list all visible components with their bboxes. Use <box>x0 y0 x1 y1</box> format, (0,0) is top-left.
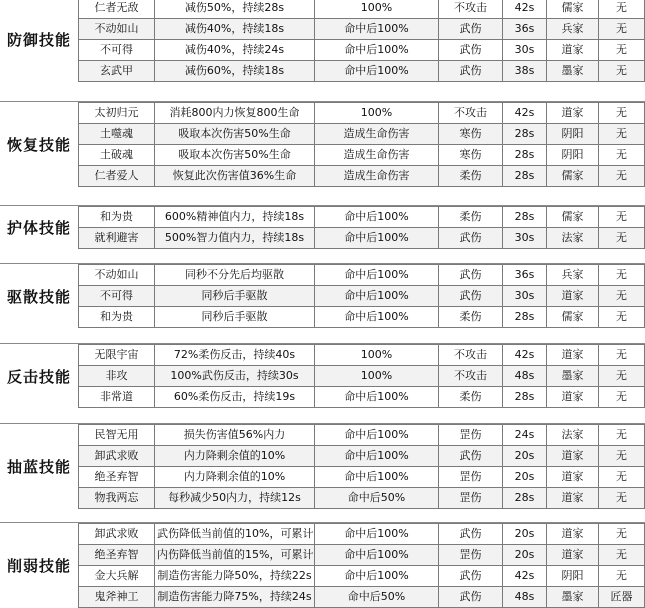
table-row <box>79 307 645 328</box>
skill-name: 不可得 <box>79 40 155 61</box>
table-row <box>79 345 645 366</box>
skill-name: 土破魂 <box>79 145 155 166</box>
cooldown: 28s <box>503 124 547 145</box>
cooldown: 28s <box>503 166 547 187</box>
requirement: 无 <box>599 124 645 145</box>
school: 道家 <box>547 345 599 366</box>
skill-name: 卸武求败 <box>79 524 155 545</box>
table-row <box>79 488 645 509</box>
damage-type: 不攻击 <box>439 0 503 19</box>
hit-condition: 造成生命伤害 <box>315 145 439 166</box>
hit-condition: 命中后100% <box>315 307 439 328</box>
skill-effect: 制造伤害能力降50%，持续22s <box>155 566 315 587</box>
requirement: 匠器 <box>599 587 645 608</box>
table-row <box>79 587 645 608</box>
skill-name: 不可得 <box>79 286 155 307</box>
skill-effect: 同秒不分先后均驱散 <box>155 265 315 286</box>
category-label: 抽蓝技能 <box>6 458 71 476</box>
hit-condition: 命中后100% <box>315 446 439 467</box>
damage-type: 柔伤 <box>439 207 503 228</box>
cooldown: 28s <box>503 307 547 328</box>
hit-condition: 命中后100% <box>315 207 439 228</box>
hit-condition: 100% <box>315 0 439 19</box>
damage-type: 不攻击 <box>439 366 503 387</box>
cooldown: 36s <box>503 19 547 40</box>
skill-effect: 减伤60%，持续18s <box>155 61 315 82</box>
skill-effect: 减伤40%，持续24s <box>155 40 315 61</box>
cooldown: 38s <box>503 61 547 82</box>
hit-condition: 100% <box>315 103 439 124</box>
damage-type: 寒伤 <box>439 145 503 166</box>
skill-group <box>0 523 645 608</box>
cooldown: 42s <box>503 566 547 587</box>
school: 兵家 <box>547 265 599 286</box>
school: 道家 <box>547 446 599 467</box>
skill-name: 和为贵 <box>79 207 155 228</box>
damage-type: 武伤 <box>439 286 503 307</box>
skill-effect: 消耗800内力恢复800生命 <box>155 103 315 124</box>
hit-condition: 命中后100% <box>315 265 439 286</box>
table-row <box>79 265 645 286</box>
cooldown: 42s <box>503 0 547 19</box>
requirement: 无 <box>599 61 645 82</box>
school: 阴阳 <box>547 566 599 587</box>
hit-condition: 命中后100% <box>315 228 439 249</box>
table-row <box>79 166 645 187</box>
skill-effect: 内力降剩余值的10% <box>155 446 315 467</box>
school: 儒家 <box>547 0 599 19</box>
skill-rows <box>78 102 645 187</box>
skill-name: 土噬魂 <box>79 124 155 145</box>
school: 道家 <box>547 524 599 545</box>
skill-rows <box>78 523 645 608</box>
school: 道家 <box>547 387 599 408</box>
damage-type: 寒伤 <box>439 124 503 145</box>
damage-type: 武伤 <box>439 587 503 608</box>
requirement: 无 <box>599 207 645 228</box>
cooldown: 48s <box>503 587 547 608</box>
school: 法家 <box>547 228 599 249</box>
cooldown: 30s <box>503 286 547 307</box>
hit-condition: 命中后100% <box>315 545 439 566</box>
hit-condition: 命中后100% <box>315 286 439 307</box>
school: 墨家 <box>547 587 599 608</box>
requirement: 无 <box>599 446 645 467</box>
skill-effect: 减伤50%，持续28s <box>155 0 315 19</box>
damage-type: 罡伤 <box>439 488 503 509</box>
cooldown: 28s <box>503 145 547 166</box>
table-row <box>79 228 645 249</box>
skill-group <box>0 206 645 249</box>
hit-condition: 造成生命伤害 <box>315 124 439 145</box>
category-label: 防御技能 <box>6 31 71 49</box>
requirement: 无 <box>599 524 645 545</box>
requirement: 无 <box>599 366 645 387</box>
damage-type: 不攻击 <box>439 103 503 124</box>
damage-type: 武伤 <box>439 19 503 40</box>
skill-rows <box>78 344 645 408</box>
skill-name: 就利避害 <box>79 228 155 249</box>
skill-effect: 500%智力值内力，持续18s <box>155 228 315 249</box>
skill-name: 太初归元 <box>79 103 155 124</box>
category-label: 恢复技能 <box>6 136 71 154</box>
damage-type: 武伤 <box>439 40 503 61</box>
school: 阴阳 <box>547 124 599 145</box>
school: 道家 <box>547 40 599 61</box>
cooldown: 24s <box>503 425 547 446</box>
damage-type: 武伤 <box>439 446 503 467</box>
school: 儒家 <box>547 166 599 187</box>
skill-effect: 恢复此次伤害值36%生命 <box>155 166 315 187</box>
cooldown: 30s <box>503 228 547 249</box>
category-label: 削弱技能 <box>6 557 71 575</box>
table-row <box>79 145 645 166</box>
table-row <box>79 207 645 228</box>
cooldown: 20s <box>503 545 547 566</box>
damage-type: 武伤 <box>439 61 503 82</box>
skill-effect: 武伤降低当前值的10%，可累计 <box>155 524 315 545</box>
cooldown: 42s <box>503 345 547 366</box>
skill-effect: 100%武伤反击，持续30s <box>155 366 315 387</box>
skill-effect: 吸取本次伤害50%生命 <box>155 145 315 166</box>
school: 儒家 <box>547 307 599 328</box>
skill-name: 仁者爱人 <box>79 166 155 187</box>
skill-rows <box>78 206 645 249</box>
requirement: 无 <box>599 0 645 19</box>
table-row <box>79 61 645 82</box>
requirement: 无 <box>599 40 645 61</box>
damage-type: 武伤 <box>439 228 503 249</box>
school: 法家 <box>547 425 599 446</box>
cooldown: 30s <box>503 40 547 61</box>
table-row <box>79 425 645 446</box>
requirement: 无 <box>599 387 645 408</box>
table-row <box>79 103 645 124</box>
requirement: 无 <box>599 19 645 40</box>
skill-effect: 每秒减少50内力，持续12s <box>155 488 315 509</box>
skill-effect: 吸取本次伤害50%生命 <box>155 124 315 145</box>
hit-condition: 命中后100% <box>315 467 439 488</box>
skill-name: 不动如山 <box>79 265 155 286</box>
requirement: 无 <box>599 425 645 446</box>
table-row <box>79 387 645 408</box>
damage-type: 罡伤 <box>439 425 503 446</box>
skill-effect: 60%柔伤反击，持续19s <box>155 387 315 408</box>
requirement: 无 <box>599 307 645 328</box>
skill-name: 物我两忘 <box>79 488 155 509</box>
cooldown: 42s <box>503 103 547 124</box>
skill-name: 不动如山 <box>79 19 155 40</box>
cooldown: 48s <box>503 366 547 387</box>
skill-group <box>0 424 645 509</box>
requirement: 无 <box>599 265 645 286</box>
hit-condition: 命中后100% <box>315 19 439 40</box>
skill-name: 绝圣弃智 <box>79 467 155 488</box>
table-row <box>79 545 645 566</box>
requirement: 无 <box>599 145 645 166</box>
damage-type: 罡伤 <box>439 545 503 566</box>
skill-name: 非常道 <box>79 387 155 408</box>
table-row <box>79 40 645 61</box>
hit-condition: 造成生命伤害 <box>315 166 439 187</box>
damage-type: 柔伤 <box>439 166 503 187</box>
damage-type: 柔伤 <box>439 307 503 328</box>
skill-effect: 减伤40%，持续18s <box>155 19 315 40</box>
cooldown: 36s <box>503 265 547 286</box>
skill-group <box>0 0 645 82</box>
school: 兵家 <box>547 19 599 40</box>
skill-effect: 内力降剩余值的10% <box>155 467 315 488</box>
hit-condition: 100% <box>315 345 439 366</box>
school: 道家 <box>547 488 599 509</box>
skill-effect: 内伤降低当前值的15%，可累计 <box>155 545 315 566</box>
hit-condition: 100% <box>315 366 439 387</box>
damage-type: 武伤 <box>439 566 503 587</box>
requirement: 无 <box>599 166 645 187</box>
skill-effect: 600%精神值内力，持续18s <box>155 207 315 228</box>
hit-condition: 命中后100% <box>315 40 439 61</box>
school: 墨家 <box>547 366 599 387</box>
damage-type: 柔伤 <box>439 387 503 408</box>
requirement: 无 <box>599 345 645 366</box>
school: 儒家 <box>547 207 599 228</box>
table-row <box>79 524 645 545</box>
skill-name: 非攻 <box>79 366 155 387</box>
skill-name: 无限宇宙 <box>79 345 155 366</box>
school: 道家 <box>547 286 599 307</box>
school: 墨家 <box>547 61 599 82</box>
skill-rows <box>78 0 645 82</box>
skill-effect: 制造伤害能力降75%，持续24s <box>155 587 315 608</box>
hit-condition: 命中后100% <box>315 425 439 446</box>
damage-type: 不攻击 <box>439 345 503 366</box>
damage-type: 罡伤 <box>439 467 503 488</box>
table-row <box>79 467 645 488</box>
skill-name: 仁者无敌 <box>79 0 155 19</box>
table-row <box>79 446 645 467</box>
cooldown: 20s <box>503 446 547 467</box>
category-label: 驱散技能 <box>6 287 71 306</box>
cooldown: 20s <box>503 524 547 545</box>
skill-name: 金大兵解 <box>79 566 155 587</box>
skill-rows <box>78 264 645 328</box>
cooldown: 28s <box>503 387 547 408</box>
cooldown: 28s <box>503 488 547 509</box>
skill-effect: 72%柔伤反击，持续40s <box>155 345 315 366</box>
hit-condition: 命中后50% <box>315 488 439 509</box>
category-label: 反击技能 <box>6 367 71 386</box>
requirement: 无 <box>599 228 645 249</box>
skill-name: 绝圣弃智 <box>79 545 155 566</box>
category-label: 护体技能 <box>6 219 71 237</box>
table-row <box>79 124 645 145</box>
table-row <box>79 366 645 387</box>
table-row <box>79 566 645 587</box>
table-row <box>79 19 645 40</box>
hit-condition: 命中后100% <box>315 387 439 408</box>
skill-name: 鬼斧神工 <box>79 587 155 608</box>
cooldown: 28s <box>503 207 547 228</box>
requirement: 无 <box>599 545 645 566</box>
skill-effect: 同秒后手驱散 <box>155 286 315 307</box>
skill-effect: 损失伤害值56%内力 <box>155 425 315 446</box>
school: 道家 <box>547 545 599 566</box>
skill-name: 玄武甲 <box>79 61 155 82</box>
skill-name: 卸武求败 <box>79 446 155 467</box>
hit-condition: 命中后100% <box>315 524 439 545</box>
hit-condition: 命中后100% <box>315 61 439 82</box>
requirement: 无 <box>599 286 645 307</box>
requirement: 无 <box>599 566 645 587</box>
skill-group <box>0 102 645 187</box>
hit-condition: 命中后50% <box>315 587 439 608</box>
skill-name: 民智无用 <box>79 425 155 446</box>
skill-rows <box>78 424 645 509</box>
cooldown: 20s <box>503 467 547 488</box>
damage-type: 武伤 <box>439 524 503 545</box>
skill-effect: 同秒后手驱散 <box>155 307 315 328</box>
skill-group <box>0 344 645 408</box>
table-row <box>79 0 645 19</box>
skill-name: 和为贵 <box>79 307 155 328</box>
requirement: 无 <box>599 467 645 488</box>
damage-type: 武伤 <box>439 265 503 286</box>
school: 道家 <box>547 103 599 124</box>
skill-group <box>0 264 645 328</box>
hit-condition: 命中后100% <box>315 566 439 587</box>
requirement: 无 <box>599 103 645 124</box>
requirement: 无 <box>599 488 645 509</box>
school: 阴阳 <box>547 145 599 166</box>
table-row <box>79 286 645 307</box>
school: 道家 <box>547 467 599 488</box>
